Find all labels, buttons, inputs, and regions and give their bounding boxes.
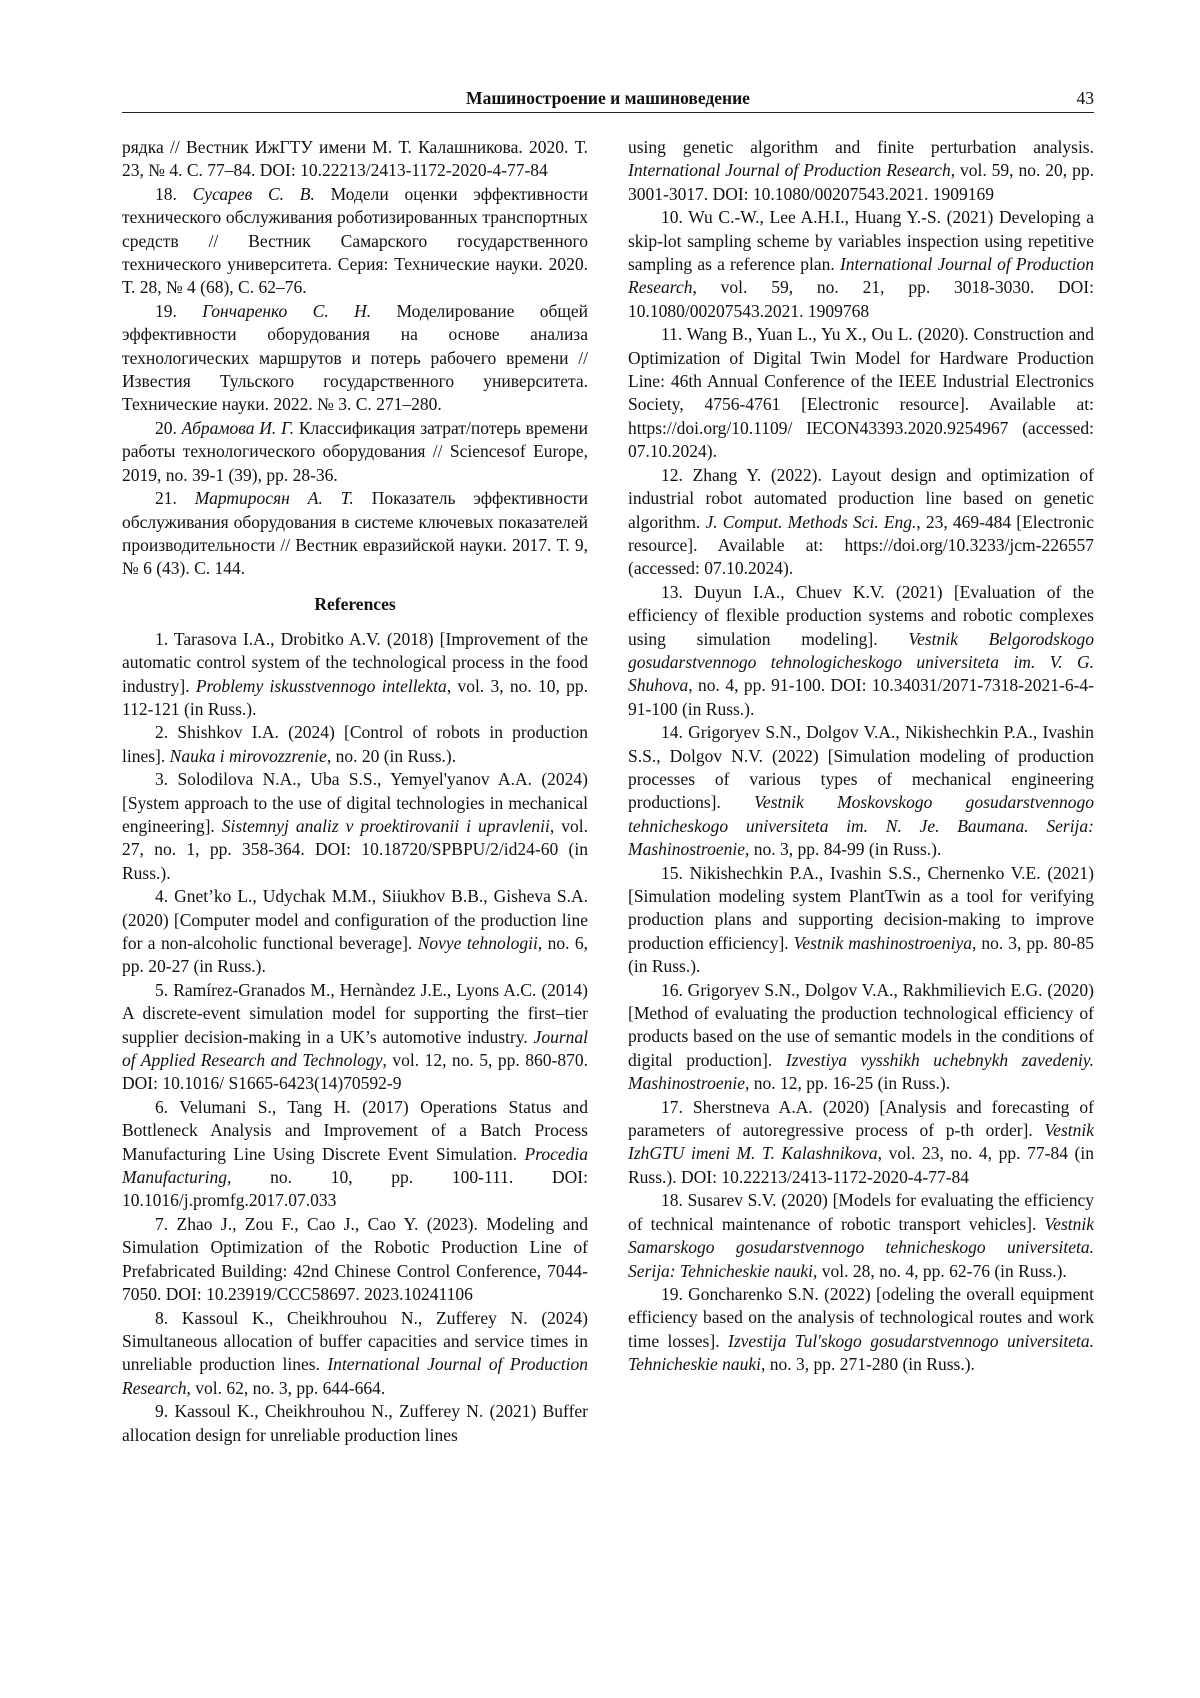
reference-text: 5. Ramírez-Granados M., Hernàndez J.E., Lyons A.C. (2014) A discrete-event simulation model for supporting the first–tier supplier decision-making in a UK’s automotive industry. (122, 979, 588, 1047)
reference-en-12 (628, 464, 1094, 581)
reference-en-1 (122, 628, 588, 722)
running-title: Машиностроение и машиноведение (466, 88, 750, 108)
reference-text: 19. Goncharenko S.N. (2022) [odeling the overall equipment efficiency based on the analysis of technological routes and work time losses]. (628, 1283, 1094, 1351)
reference-text: 1. Tarasova I.A., Drobitko A.V. (2018) [Improvement of the automatic control system of the technological process in the food industry]. (122, 628, 588, 696)
reference-journal: Journal of Applied Research and Technology (122, 1026, 588, 1071)
reference-en-17 (628, 1096, 1094, 1190)
reference-author: Мартиросян А. Т. (194, 488, 354, 509)
reference-en-2 (122, 721, 588, 768)
reference-details: , vol. 59, no. 20, pp. 3001-3017. DOI: 10.1080/00207543.2021. 1909169 (628, 160, 1094, 204)
reference-text: 9. Kassoul K., Cheikhrouhou N., Zufferey N. (2021) Buffer allocation design for unreliable production lines (122, 1401, 588, 1445)
reference-text: 2. Shishkov I.A. (2024) [Control of robots in production lines]. (122, 722, 588, 766)
reference-en-16 (628, 979, 1094, 1096)
reference-details: , vol. 28, no. 4, pp. 62-76 (in Russ.). (813, 1260, 1067, 1281)
reference-journal: Problemy iskusstvennogo intellekta (195, 675, 447, 696)
reference-details: , vol. 3, no. 10, pp. 112-121 (in Russ.). (122, 675, 588, 719)
left-column (122, 136, 588, 1447)
reference-text: 7. Zhao J., Zou F., Cao J., Cao Y. (2023). Modeling and Simulation Optimization of the Robotic Production Line of Prefabricated Building: 42nd Chinese Control Conference, 7044-7050. DOI: 10.23919/CCC58697. 2023.10241106 (122, 1213, 588, 1305)
reference-text: Классификация затрат/потерь времени работы технологического оборудования // Sciencesof Europe, 2019, no. 39-1 (39), pp. 28-36. (122, 417, 589, 485)
reference-details: , no. 4, pp. 91-100. DOI: 10.34031/2071-7318-2021-6-4-91-100 (in Russ.). (628, 675, 1094, 719)
reference-en-14 (628, 721, 1094, 861)
reference-details: , vol. 12, no. 5, pp. 860-870. DOI: 10.1016/ S1665-6423(14)70592-9 (122, 1050, 588, 1094)
reference-en-19 (628, 1283, 1094, 1377)
reference-text: Показатель эффективности обслуживания оборудования в системе ключевых показателей производительности // Вестник евразийской науки. 2017. Т. 9, № 6 (43). С. 144. (122, 488, 588, 579)
reference-journal: Vestnik Samarskogo gosudarstvennogo tehnicheskogo universiteta. Serija: Tehnicheskie nauki (628, 1213, 1094, 1281)
reference-journal: Izvestija Tul'skogo gosudarstvennogo universiteta. Tehnicheskie nauki (628, 1330, 1094, 1375)
reference-en-8 (122, 1307, 588, 1401)
reference-ru-18 (122, 183, 588, 300)
reference-details: , no. 10, pp. 100-111. DOI: 10.1016/j.promfg.2017.07.033 (122, 1167, 588, 1211)
reference-journal: Nauka i mirovozzrenie (169, 745, 327, 766)
reference-en-10 (628, 206, 1094, 323)
page-header (122, 86, 1094, 113)
reference-details: , vol. 23, no. 4, pp. 77-84 (in Russ.). DOI: 10.22213/2413-1172-2020-4-77-84 (628, 1143, 1094, 1187)
reference-details: , 23, 469-484 [Electronic resource]. Available at: https://doi.org/10.3233/jcm-226557 (accessed: 07.10.2024). (628, 511, 1095, 579)
reference-journal: Izvestiya vysshikh uchebnykh zavedeniy. Mashinostroenie (628, 1049, 1094, 1094)
reference-en-9 (122, 1400, 588, 1447)
reference-details: , no. 3, pp. 84-99 (in Russ.). (744, 839, 942, 860)
reference-journal: Vestnik mashinostroeniya (793, 932, 972, 953)
reference-text: 3. Solodilova N.A., Uba S.S., Yemyel'yanov A.A. (2024) [System approach to the use of digital technologies in mechanical engineering]. (122, 769, 588, 836)
page-number: 43 (1076, 88, 1094, 108)
reference-details: , vol. 27, no. 1, pp. 358-364. DOI: 10.18720/SPBPU/2/id24-60 (in Russ.). (122, 815, 588, 883)
reference-details: , vol. 62, no. 3, pp. 644-664. (186, 1377, 386, 1398)
reference-ru-20 (122, 417, 588, 487)
reference-text: Моделирование общей эффективности оборудования на основе анализа технологических маршрутов и потерь рабочего времени // Известия Тульского государственного университета. Технические науки. 2022. № 3. С. 271–280. (122, 300, 589, 415)
reference-details: , no. 3, pp. 271-280 (in Russ.). (761, 1354, 975, 1375)
reference-journal: International Journal of Production Research (628, 254, 1094, 298)
reference-journal: J. Comput. Methods Sci. Eng. (705, 511, 917, 532)
reference-journal: International Journal of Production Research (628, 160, 951, 181)
reference-text: using genetic algorithm and finite perturbation analysis. (628, 137, 1094, 157)
reference-text: 12. Zhang Y. (2022). Layout design and optimization of industrial robot automated production line based on genetic algorithm. (628, 464, 1094, 532)
reference-en-18 (628, 1189, 1094, 1283)
reference-author: Абрамова И. Г. (181, 417, 295, 438)
right-column (628, 136, 1094, 1377)
reference-details: , no. 20 (in Russ.). (326, 745, 457, 766)
reference-journal: Vestnik Belgorodskogo gosudarstvennogo tehnologicheskogo universiteta im. V. G. Shuhova (628, 628, 1094, 696)
reference-text: 14. Grigoryev S.N., Dolgov V.A., Nikishechkin P.A., Ivashin S.S., Dolgov N.V. (2022) [Simulation modeling of production processes of various types of mechanical engineering productions]. (628, 722, 1094, 813)
reference-continuation (628, 136, 1094, 206)
reference-en-6 (122, 1096, 588, 1213)
reference-journal: Novye tehnologii (417, 933, 538, 953)
reference-text: 13. Duyun I.A., Chuev K.V. (2021) [Evaluation of the efficiency of flexible production systems and robotic complexes using simulation modeling]. (628, 581, 1094, 649)
reference-details: , no. 12, pp. 16-25 (in Russ.). (744, 1073, 951, 1094)
reference-details: , vol. 59, no. 21, pp. 3018-3030. DOI: 10.1080/00207543.2021. 1909768 (628, 277, 1094, 321)
reference-text: 17. Sherstneva A.A. (2020) [Analysis and forecasting of parameters of autoregressive process of p-th order]. (628, 1096, 1094, 1141)
reference-text: Модели оценки эффективности технического обслуживания роботизированных транспортных средств // Вестник Самарского государственного технического университета. Серия: Технические науки. 2020. Т. 28, № 4 (68), С. 62–76. (122, 183, 588, 298)
reference-journal: International Journal of Production Research (122, 1354, 588, 1398)
reference-author: Сусарев С. В. (192, 183, 315, 204)
reference-text: 18. Susarev S.V. (2020) [Models for evaluating the efficiency of technical maintenance of robotic transport vehicles]. (628, 1190, 1094, 1234)
reference-details: , no. 6, pp. 20-27 (in Russ.). (122, 933, 589, 977)
reference-text: 8. Kassoul K., Cheikhrouhou N., Zufferey N. (2024) Simultaneous allocation of buffer capacities and service times in unreliable production lines. (122, 1307, 588, 1375)
reference-number: 18. (155, 183, 193, 204)
reference-journal: Vestnik IzhGTU imeni M. T. Kalashnikova (628, 1120, 1094, 1164)
reference-en-13 (628, 581, 1094, 721)
reference-journal: Procedia Manufacturing (122, 1143, 588, 1188)
reference-text: 4. Gnet’ko L., Udychak M.M., Siiukhov B.B., Gisheva S.A. (2020) [Computer model and configuration of the production line for a non-alcoholic functional beverage]. (122, 886, 588, 953)
reference-en-15 (628, 862, 1094, 979)
reference-en-5 (122, 979, 588, 1096)
reference-en-11 (628, 323, 1094, 463)
references-heading: References (314, 593, 396, 614)
reference-author: Гончаренко С. Н. (202, 300, 372, 321)
reference-journal: Vestnik Moskovskogo gosudarstvennogo tehnicheskogo universiteta im. N. Je. Baumana. Serija: Mashinostroenie (628, 792, 1094, 860)
reference-text: 6. Velumani S., Tang H. (2017) Operations Status and Bottleneck Analysis and Improvement of a Batch Process Manufacturing Line Using Discrete Event Simulation. (122, 1096, 588, 1164)
reference-en-7 (122, 1213, 588, 1307)
reference-journal: Sistemnyj analiz v proektirovanii i upravlenii (221, 815, 550, 836)
reference-en-4 (122, 885, 588, 979)
reference-text: 15. Nikishechkin P.A., Ivashin S.S., Chernenko V.E. (2021) [Simulation modeling system PlantTwin as a tool for verifying production plans and supporting decision-making to improve production efficiency]. (628, 862, 1094, 953)
reference-text: 10. Wu C.-W., Lee A.H.I., Huang Y.-S. (2021) Developing a skip-lot sampling scheme by variables inspection using repetitive sampling as a reference plan. (628, 207, 1094, 275)
reference-ru-19 (122, 300, 588, 417)
reference-continuation: рядка // Вестник ИжГТУ имени М. Т. Калашникова. 2020. Т. 23, № 4. С. 77–84. DOI: 10.22213/2413-1172-2020-4-77-84 (122, 137, 588, 181)
reference-text: 11. Wang B., Yuan L., Yu X., Ou L. (2020). Construction and Optimization of Digital Twin Model for Hardware Production Line: 46th Annual Conference of the IEEE Industrial Electronics Society, 4756-4761 [Electronic resource]. Available at: https://doi.org/10.1109/ IECON43393.2020.9254967 (accessed: 07.10.2024). (628, 324, 1094, 462)
reference-number: 20. (155, 417, 182, 438)
reference-number: 21. (155, 488, 195, 509)
reference-en-3 (122, 768, 588, 885)
reference-number: 19. (155, 300, 203, 321)
reference-ru-21 (122, 487, 588, 581)
reference-details: , no. 3, pp. 80-85 (in Russ.). (628, 932, 1095, 977)
reference-text: 16. Grigoryev S.N., Dolgov V.A., Rakhmilievich E.G. (2020) [Method of evaluating the production technological efficiency of products based on the use of semantic models in the conditions of digital production]. (628, 979, 1094, 1070)
